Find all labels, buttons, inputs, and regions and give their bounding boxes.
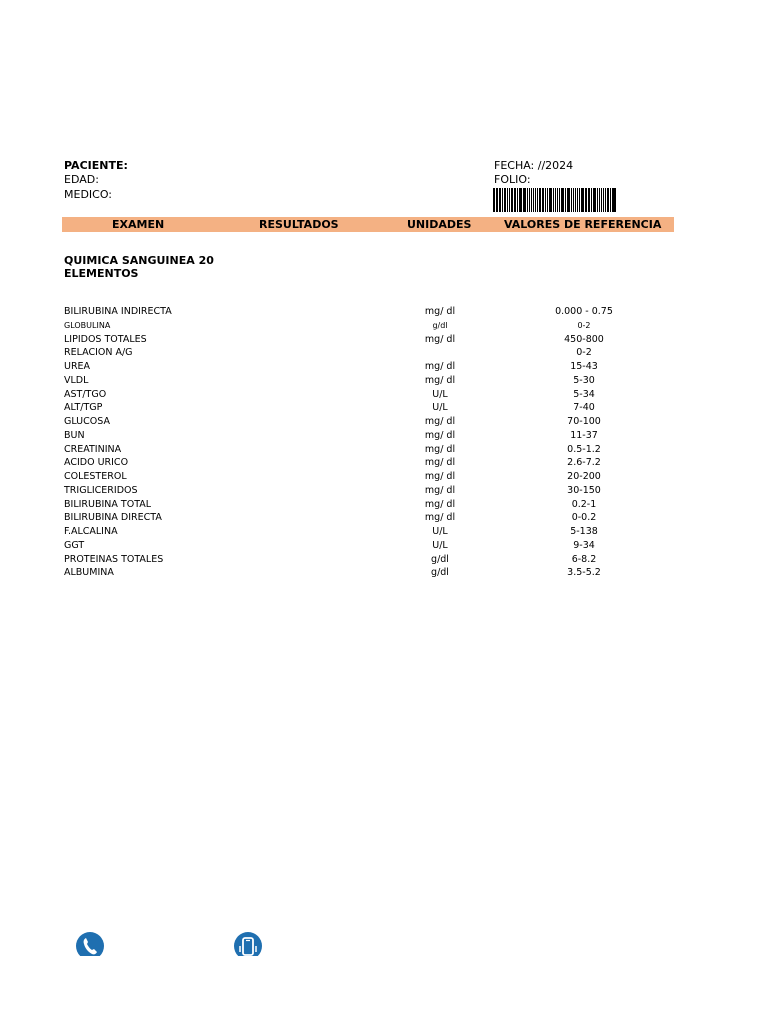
exam-unit: U/L [432,388,448,400]
exam-reference-range: 15-43 [570,361,598,372]
exam-unit: U/L [432,539,448,551]
table-row [0,374,768,388]
column-unidades: UNIDADES [407,218,472,231]
column-header-bar [62,217,674,232]
phone-icon [76,932,104,960]
exam-name: GGT [64,539,85,551]
exam-unit: mg/ dl [424,374,456,386]
exam-reference-range: 5-34 [573,388,595,400]
table-row [0,388,768,402]
exam-name: VLDL [64,374,89,386]
table-row [0,429,768,443]
exam-unit: mg/ dl [424,484,456,496]
exam-reference-range: 450-800 [564,333,604,345]
exam-unit: U/L [432,526,448,537]
table-row [0,305,768,319]
exam-reference-range: 0-2 [577,320,591,330]
exam-reference-range: 0.000 - 0.75 [555,306,613,317]
exam-unit: mg/ dl [424,429,456,441]
exam-unit: mg/ dl [424,512,456,524]
table-row [0,539,768,553]
column-resultados: RESULTADOS [259,218,339,231]
table-row [0,525,768,539]
table-row [0,511,768,525]
exam-name: GLOBULINA [64,320,111,330]
table-row [0,401,768,415]
exam-reference-range: 0-0.2 [571,512,597,524]
exam-name: RELACION A/G [64,347,133,359]
table-row [0,415,768,429]
exam-reference-range: 11-37 [570,429,598,441]
exam-name: BILIRUBINA TOTAL [64,498,152,510]
exam-reference-range: 6-8.2 [571,553,597,565]
exam-unit: mg/ dl [424,498,456,510]
exam-unit: g/dl [432,320,448,330]
exam-unit: mg/ dl [424,457,456,469]
column-examen: EXAMEN [112,218,165,231]
exam-unit: g/dl [431,567,449,579]
barcode [493,188,617,212]
table-row [0,319,768,333]
exam-unit: g/dl [431,553,449,565]
table-row [0,456,768,470]
table-row [0,346,768,360]
exam-name: COLESTEROL [64,471,127,482]
exam-unit: mg/ dl [424,443,456,455]
exam-name: GLUCOSA [64,416,110,427]
age-label: EDAD: [64,173,99,186]
date-label: FECHA: //2024 [494,159,574,172]
exam-name: ALBUMINA [64,567,114,579]
exam-unit: mg/ dl [424,361,456,372]
exam-unit: mg/ dl [424,306,456,317]
table-row [0,566,768,580]
exam-name: AST/TGO [64,388,107,400]
exam-reference-range: 3.5-5.2 [567,567,601,579]
exam-name: BILIRUBINA DIRECTA [64,512,162,524]
exam-name: ACIDO URICO [64,457,129,469]
mobile-phone-icon [234,932,262,960]
exam-reference-range: 7-40 [573,402,595,414]
table-row [0,360,768,374]
table-row [0,333,768,347]
exam-name: TRIGLICERIDOS [64,484,138,496]
exam-reference-range: 2.6-7.2 [567,457,601,469]
table-row [0,443,768,457]
table-row [0,470,768,484]
exam-unit: mg/ dl [424,471,456,482]
exam-name: UREA [64,361,91,372]
column-valores-referencia: VALORES DE REFERENCIA [504,218,662,231]
exam-unit: U/L [432,402,448,414]
exam-unit: mg/ dl [424,416,456,427]
exam-reference-range: 0.2-1 [571,498,597,510]
table-row [0,553,768,567]
exam-unit: mg/ dl [424,333,456,345]
exam-name: PROTEINAS TOTALES [64,553,164,565]
patient-label: PACIENTE: [64,159,128,172]
exam-reference-range: 70-100 [567,416,601,427]
results-table [0,305,768,580]
exam-name: F.ALCALINA [64,526,118,537]
exam-reference-range: 5-138 [570,526,598,537]
exam-name: CREATININA [64,443,122,455]
section-title: QUIMICA SANGUINEA 20 ELEMENTOS [64,254,214,280]
table-row [0,498,768,512]
exam-name: BUN [64,429,85,441]
folio-label: FOLIO: [494,173,531,186]
doctor-label: MEDICO: [64,188,113,201]
exam-reference-range: 0-2 [576,347,592,359]
exam-reference-range: 9-34 [573,539,595,551]
exam-reference-range: 0.5-1.2 [567,443,601,455]
exam-reference-range: 5-30 [573,374,595,386]
exam-reference-range: 30-150 [567,484,601,496]
exam-name: BILIRUBINA INDIRECTA [64,306,172,317]
table-row [0,484,768,498]
exam-name: LIPIDOS TOTALES [64,333,147,345]
exam-name: ALT/TGP [64,402,103,414]
exam-reference-range: 20-200 [567,471,601,482]
